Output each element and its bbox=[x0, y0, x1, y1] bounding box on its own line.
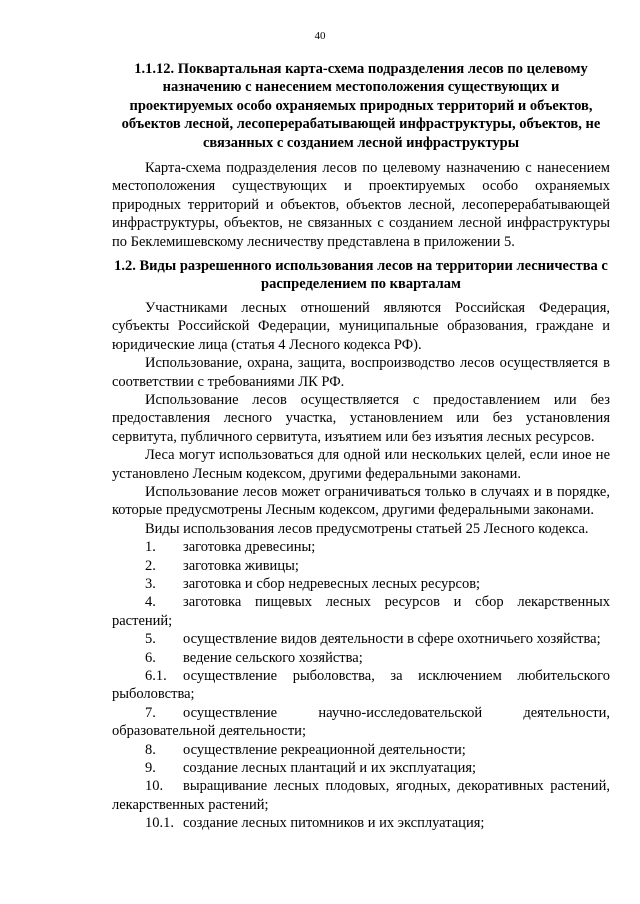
list-item bbox=[112, 741, 610, 759]
list-item bbox=[112, 557, 610, 575]
list-item-number: 1. bbox=[145, 539, 156, 556]
list-item-number: 9. bbox=[145, 760, 156, 777]
list-item-text: осуществление научно-исследовательской деятельности, образовательной деятельности; bbox=[112, 704, 610, 740]
page-content bbox=[112, 60, 610, 833]
paragraph: Участниками лесных отношений являются Российская Федерация, субъекты Российской Федерации, муниципальные образования, граждане и юридические лица (статья 4 Лесного кодекса РФ). bbox=[112, 299, 610, 353]
list-item-text: создание лесных питомников и их эксплуатация; bbox=[183, 815, 485, 832]
list-item-number: 4. bbox=[145, 594, 156, 611]
list-item-number: 6.1. bbox=[145, 668, 167, 684]
list-item bbox=[112, 575, 610, 593]
list-item-text: заготовка живицы; bbox=[183, 557, 299, 574]
list-item-text: осуществление рыболовства, за исключением любительского рыболовства; bbox=[112, 668, 610, 703]
list-item-number: 10. bbox=[145, 778, 164, 795]
list-item-text: осуществление рекреационной деятельности; bbox=[183, 741, 466, 758]
paragraph: Использование лесов может ограничиваться только в случаях и в порядке, которые предусмотрены Лесным кодексом, другими федеральными законами. bbox=[112, 483, 610, 519]
list-item-number: 2. bbox=[145, 557, 156, 574]
list-item-text: ведение сельского хозяйства; bbox=[183, 649, 363, 666]
list-item-number: 8. bbox=[145, 741, 156, 758]
list-item bbox=[112, 630, 610, 648]
list-item-text: заготовка древесины; bbox=[183, 539, 316, 556]
list-item bbox=[112, 759, 610, 777]
list-item-number: 5. bbox=[145, 631, 156, 648]
paragraph: Карта-схема подразделения лесов по целевому назначению с нанесением местоположения существующих и проектируемых особо охраняемых природных территорий и объектов, объектов лесной, лесоперерабатывающей инфраструктуры, объектов, не связанных с созданием лесной инфраструктуры по Беклемишевскому лесничеству представлена в приложении 5. bbox=[112, 160, 610, 250]
section-heading-1-2: 1.2. Виды разрешенного использования лесов на территории лесничества с распределением по кварталам bbox=[114, 258, 608, 293]
list-item bbox=[112, 649, 610, 667]
list-item bbox=[112, 814, 610, 832]
page-number: 40 bbox=[314, 30, 326, 42]
list-item-number: 3. bbox=[145, 575, 156, 592]
paragraph: Виды использования лесов предусмотрены статьей 25 Лесного кодекса. bbox=[145, 520, 589, 537]
list-item-text: заготовка пищевых лесных ресурсов и сбор лекарственных растений; bbox=[112, 594, 610, 629]
paragraph: Использование лесов осуществляется с предоставлением или без предоставления лесного участка, установлением или без установления сервитута, публичного сервитута, изъятием или без изъятия лесных ресурсов. bbox=[112, 391, 610, 445]
paragraph: Леса могут использоваться для одной или нескольких целей, если иное не установлено Лесным кодексом, другими федеральными законами. bbox=[112, 447, 610, 482]
list-item-text: выращивание лесных плодовых, ягодных, декоративных растений, лекарственных растений; bbox=[112, 778, 610, 813]
list-item-number: 7. bbox=[145, 704, 156, 721]
list-item-text: осуществление видов деятельности в сфере охотничьего хозяйства; bbox=[183, 631, 601, 648]
list-item-text: создание лесных плантаций и их эксплуатация; bbox=[183, 760, 477, 777]
list-item-text: заготовка и сбор недревесных лесных ресурсов; bbox=[183, 575, 481, 592]
list-item-number: 6. bbox=[145, 649, 156, 666]
list-item bbox=[112, 704, 610, 741]
paragraph: Использование, охрана, защита, воспроизводство лесов осуществляется в соответствии с требованиями ЛК РФ. bbox=[112, 355, 610, 390]
list-item bbox=[112, 667, 610, 704]
section-heading-1-1-12: 1.1.12. Поквартальная карта-схема подразделения лесов по целевому назначению с нанесением местоположения существующих и проектируемых особо охраняемых природных территорий и объектов, объектов лесной, лесоперерабатывающей инфраструктуры, объектов, не связанных с созданием лесной инфраструктуры bbox=[121, 61, 601, 151]
list-item bbox=[112, 538, 610, 556]
list-item bbox=[112, 777, 610, 814]
list-item-number: 10.1. bbox=[145, 815, 174, 832]
list-item bbox=[112, 593, 610, 630]
